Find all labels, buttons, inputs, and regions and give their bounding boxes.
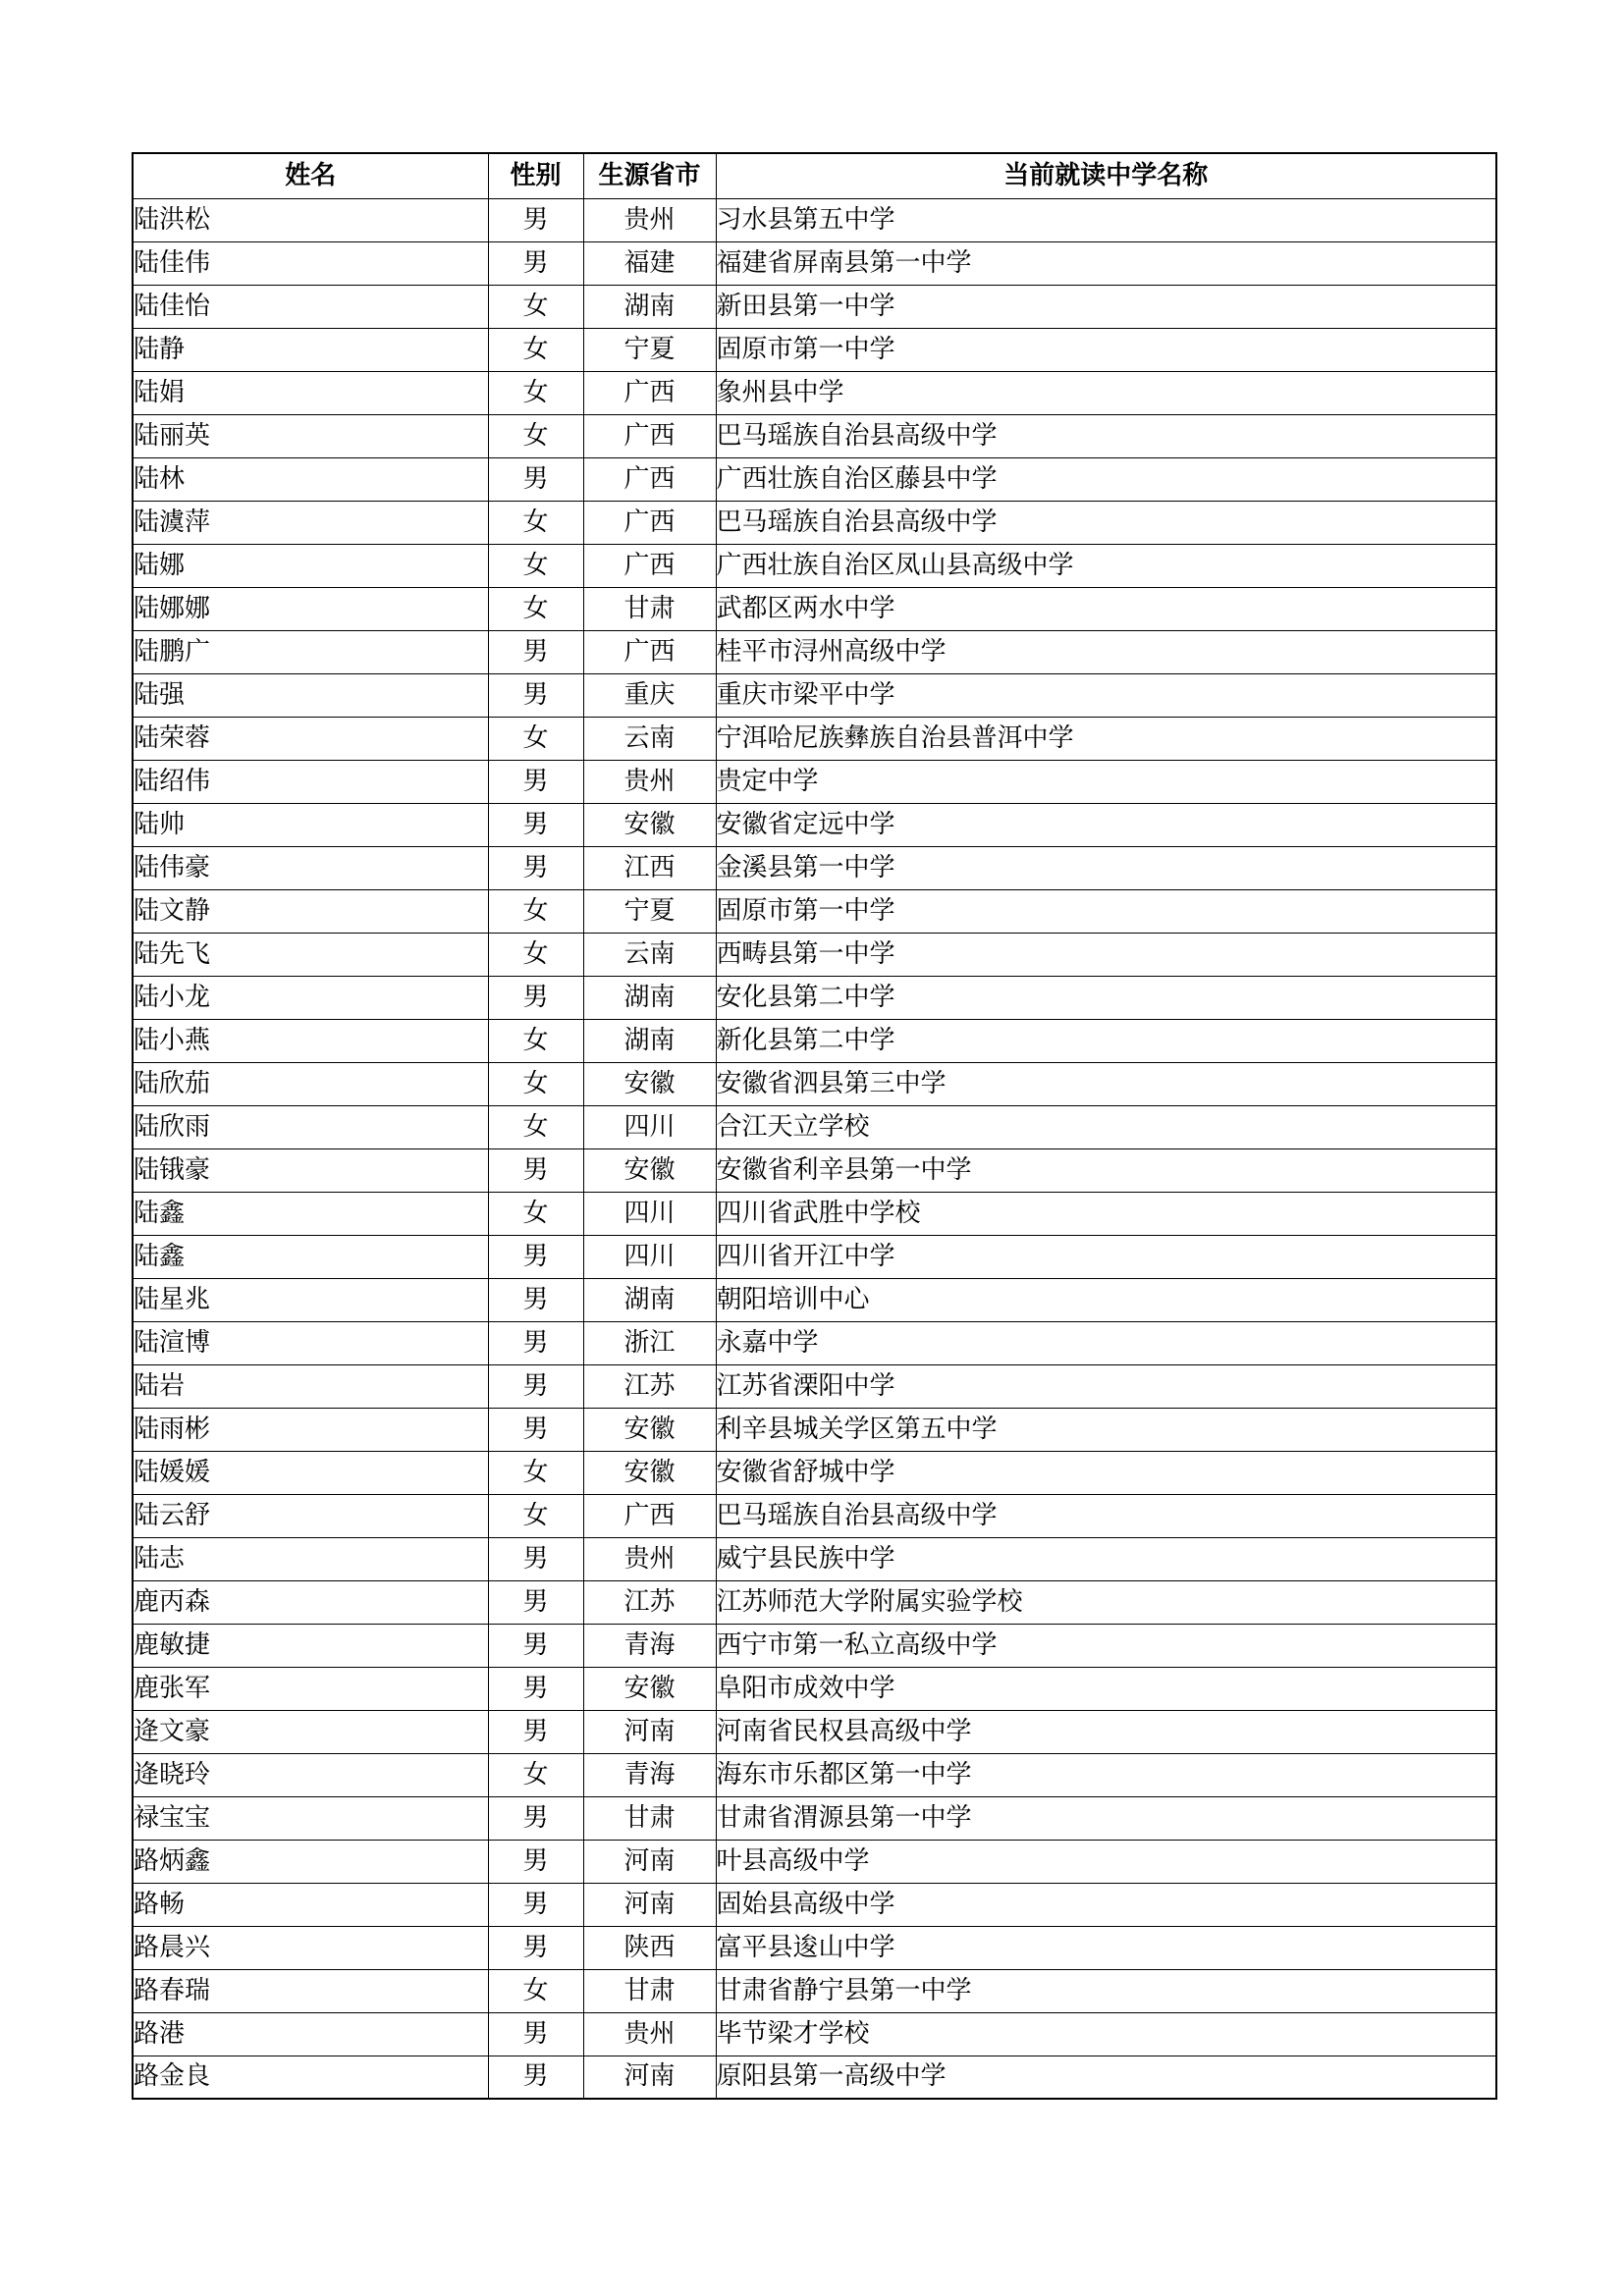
cell-name: 陆伟豪: [133, 846, 488, 889]
cell-name: 路春瑞: [133, 1969, 488, 2012]
table-row: [133, 1364, 1496, 1408]
cell-school: 毕节梁才学校: [716, 2012, 1496, 2056]
cell-school: 固始县高级中学: [716, 1883, 1496, 1926]
cell-province: 浙江: [583, 1321, 716, 1364]
table-row: [133, 803, 1496, 846]
cell-province: 安徽: [583, 1451, 716, 1494]
table-row: [133, 2056, 1496, 2099]
cell-name: 路晨兴: [133, 1926, 488, 1969]
table-row: [133, 1321, 1496, 1364]
column-header-name: 姓名: [133, 153, 488, 198]
cell-gender: 女: [488, 371, 583, 414]
cell-school: 四川省开江中学: [716, 1235, 1496, 1278]
cell-name: 陆鹏广: [133, 630, 488, 673]
table-row: [133, 2012, 1496, 2056]
cell-province: 安徽: [583, 1062, 716, 1105]
cell-gender: 女: [488, 889, 583, 933]
cell-school: 贵定中学: [716, 760, 1496, 803]
table-row: [133, 717, 1496, 760]
cell-name: 路金良: [133, 2056, 488, 2099]
cell-gender: 男: [488, 1278, 583, 1321]
table-row: [133, 1537, 1496, 1580]
cell-name: 陆佳伟: [133, 241, 488, 285]
cell-name: 陆先飞: [133, 933, 488, 976]
cell-name: 陆帅: [133, 803, 488, 846]
cell-gender: 男: [488, 803, 583, 846]
cell-name: 陆小龙: [133, 976, 488, 1019]
cell-name: 陆星兆: [133, 1278, 488, 1321]
cell-gender: 男: [488, 1926, 583, 1969]
cell-gender: 男: [488, 457, 583, 501]
cell-gender: 男: [488, 1364, 583, 1408]
cell-gender: 男: [488, 1840, 583, 1883]
cell-gender: 男: [488, 1580, 583, 1624]
cell-gender: 女: [488, 587, 583, 630]
header-row: [133, 153, 1496, 198]
cell-gender: 男: [488, 1537, 583, 1580]
cell-school: 金溪县第一中学: [716, 846, 1496, 889]
cell-province: 贵州: [583, 2012, 716, 2056]
table-row: [133, 1840, 1496, 1883]
cell-name: 陆荣蓉: [133, 717, 488, 760]
cell-province: 广西: [583, 457, 716, 501]
cell-gender: 女: [488, 285, 583, 328]
cell-gender: 男: [488, 846, 583, 889]
table-row: [133, 673, 1496, 717]
cell-name: 陆丽英: [133, 414, 488, 457]
cell-province: 宁夏: [583, 889, 716, 933]
cell-school: 桂平市浔州高级中学: [716, 630, 1496, 673]
cell-gender: 男: [488, 1321, 583, 1364]
cell-school: 广西壮族自治区藤县中学: [716, 457, 1496, 501]
table-row: [133, 760, 1496, 803]
cell-school: 江苏省溧阳中学: [716, 1364, 1496, 1408]
cell-province: 宁夏: [583, 328, 716, 371]
cell-province: 河南: [583, 1710, 716, 1753]
table-row: [133, 1105, 1496, 1148]
table-row: [133, 1278, 1496, 1321]
cell-gender: 男: [488, 1235, 583, 1278]
cell-school: 利辛县城关学区第五中学: [716, 1408, 1496, 1451]
cell-gender: 女: [488, 1192, 583, 1235]
column-header-province: 生源省市: [583, 153, 716, 198]
table-row: [133, 630, 1496, 673]
cell-school: 安徽省泗县第三中学: [716, 1062, 1496, 1105]
cell-gender: 女: [488, 501, 583, 544]
cell-gender: 男: [488, 241, 583, 285]
cell-name: 路炳鑫: [133, 1840, 488, 1883]
cell-gender: 男: [488, 1883, 583, 1926]
cell-name: 逄文豪: [133, 1710, 488, 1753]
cell-gender: 男: [488, 673, 583, 717]
cell-name: 陆雨彬: [133, 1408, 488, 1451]
cell-school: 宁洱哈尼族彝族自治县普洱中学: [716, 717, 1496, 760]
cell-name: 陆文静: [133, 889, 488, 933]
cell-gender: 女: [488, 717, 583, 760]
table-row: [133, 933, 1496, 976]
table-row: [133, 1796, 1496, 1840]
cell-name: 路畅: [133, 1883, 488, 1926]
table-row: [133, 1019, 1496, 1062]
table-row: [133, 414, 1496, 457]
table-row: [133, 457, 1496, 501]
cell-name: 陆志: [133, 1537, 488, 1580]
cell-province: 贵州: [583, 760, 716, 803]
cell-school: 安化县第二中学: [716, 976, 1496, 1019]
cell-province: 云南: [583, 933, 716, 976]
cell-school: 固原市第一中学: [716, 328, 1496, 371]
cell-name: 陆静: [133, 328, 488, 371]
cell-name: 禄宝宝: [133, 1796, 488, 1840]
cell-gender: 女: [488, 414, 583, 457]
student-roster-table: [132, 152, 1497, 2100]
roster-table-container: [132, 152, 1495, 2100]
cell-gender: 男: [488, 2012, 583, 2056]
cell-province: 安徽: [583, 803, 716, 846]
cell-province: 广西: [583, 1494, 716, 1537]
cell-name: 路港: [133, 2012, 488, 2056]
cell-name: 逄晓玲: [133, 1753, 488, 1796]
cell-school: 原阳县第一高级中学: [716, 2056, 1496, 2099]
cell-name: 鹿敏捷: [133, 1624, 488, 1667]
cell-province: 青海: [583, 1753, 716, 1796]
table-row: [133, 1624, 1496, 1667]
cell-school: 巴马瑶族自治县高级中学: [716, 1494, 1496, 1537]
cell-school: 福建省屏南县第一中学: [716, 241, 1496, 285]
table-row: [133, 976, 1496, 1019]
table-row: [133, 846, 1496, 889]
cell-province: 广西: [583, 630, 716, 673]
cell-school: 巴马瑶族自治县高级中学: [716, 501, 1496, 544]
cell-gender: 男: [488, 1148, 583, 1192]
table-row: [133, 1580, 1496, 1624]
cell-name: 陆澞萍: [133, 501, 488, 544]
cell-school: 西宁市第一私立高级中学: [716, 1624, 1496, 1667]
cell-province: 江西: [583, 846, 716, 889]
cell-province: 河南: [583, 1840, 716, 1883]
cell-gender: 男: [488, 1667, 583, 1710]
cell-province: 重庆: [583, 673, 716, 717]
cell-gender: 男: [488, 1710, 583, 1753]
table-row: [133, 1451, 1496, 1494]
cell-gender: 男: [488, 630, 583, 673]
cell-school: 安徽省舒城中学: [716, 1451, 1496, 1494]
cell-gender: 男: [488, 1408, 583, 1451]
cell-school: 海东市乐都区第一中学: [716, 1753, 1496, 1796]
cell-province: 甘肃: [583, 587, 716, 630]
cell-province: 青海: [583, 1624, 716, 1667]
cell-school: 武都区两水中学: [716, 587, 1496, 630]
cell-province: 河南: [583, 1883, 716, 1926]
table-row: [133, 1494, 1496, 1537]
cell-name: 陆强: [133, 673, 488, 717]
cell-gender: 女: [488, 1451, 583, 1494]
cell-school: 新化县第二中学: [716, 1019, 1496, 1062]
cell-school: 河南省民权县高级中学: [716, 1710, 1496, 1753]
table-row: [133, 1062, 1496, 1105]
cell-school: 朝阳培训中心: [716, 1278, 1496, 1321]
cell-gender: 女: [488, 1753, 583, 1796]
cell-school: 永嘉中学: [716, 1321, 1496, 1364]
table-row: [133, 285, 1496, 328]
cell-province: 湖南: [583, 1019, 716, 1062]
table-row: [133, 1883, 1496, 1926]
cell-province: 陕西: [583, 1926, 716, 1969]
table-row: [133, 1667, 1496, 1710]
cell-gender: 女: [488, 1969, 583, 2012]
table-row: [133, 1710, 1496, 1753]
table-body: [133, 198, 1496, 2099]
table-row: [133, 1148, 1496, 1192]
cell-province: 广西: [583, 371, 716, 414]
cell-school: 富平县逡山中学: [716, 1926, 1496, 1969]
cell-school: 阜阳市成效中学: [716, 1667, 1496, 1710]
cell-school: 甘肃省静宁县第一中学: [716, 1969, 1496, 2012]
cell-gender: 男: [488, 1796, 583, 1840]
cell-province: 安徽: [583, 1148, 716, 1192]
table-row: [133, 1926, 1496, 1969]
cell-gender: 男: [488, 976, 583, 1019]
cell-school: 安徽省定远中学: [716, 803, 1496, 846]
column-header-gender: 性别: [488, 153, 583, 198]
cell-gender: 女: [488, 1019, 583, 1062]
cell-school: 西畴县第一中学: [716, 933, 1496, 976]
cell-school: 四川省武胜中学校: [716, 1192, 1496, 1235]
table-row: [133, 544, 1496, 587]
cell-gender: 女: [488, 544, 583, 587]
cell-gender: 女: [488, 328, 583, 371]
cell-name: 陆鑫: [133, 1192, 488, 1235]
cell-province: 贵州: [583, 1537, 716, 1580]
cell-school: 威宁县民族中学: [716, 1537, 1496, 1580]
table-row: [133, 328, 1496, 371]
table-row: [133, 889, 1496, 933]
cell-school: 江苏师范大学附属实验学校: [716, 1580, 1496, 1624]
cell-gender: 女: [488, 933, 583, 976]
cell-school: 安徽省利辛县第一中学: [716, 1148, 1496, 1192]
cell-province: 甘肃: [583, 1796, 716, 1840]
cell-name: 陆绍伟: [133, 760, 488, 803]
cell-gender: 女: [488, 1105, 583, 1148]
cell-province: 甘肃: [583, 1969, 716, 2012]
cell-name: 陆洪松: [133, 198, 488, 241]
cell-province: 湖南: [583, 1278, 716, 1321]
cell-school: 象州县中学: [716, 371, 1496, 414]
cell-province: 江苏: [583, 1580, 716, 1624]
table-header: [133, 153, 1496, 198]
cell-name: 陆云舒: [133, 1494, 488, 1537]
cell-province: 安徽: [583, 1408, 716, 1451]
cell-name: 陆岩: [133, 1364, 488, 1408]
cell-school: 叶县高级中学: [716, 1840, 1496, 1883]
cell-province: 四川: [583, 1105, 716, 1148]
cell-name: 陆佳怡: [133, 285, 488, 328]
table-row: [133, 587, 1496, 630]
cell-school: 合江天立学校: [716, 1105, 1496, 1148]
cell-name: 陆鑫: [133, 1235, 488, 1278]
cell-name: 陆渲博: [133, 1321, 488, 1364]
cell-province: 湖南: [583, 976, 716, 1019]
cell-name: 陆媛媛: [133, 1451, 488, 1494]
table-row: [133, 198, 1496, 241]
table-row: [133, 1753, 1496, 1796]
cell-name: 陆欣茄: [133, 1062, 488, 1105]
cell-gender: 男: [488, 1624, 583, 1667]
cell-province: 湖南: [583, 285, 716, 328]
cell-school: 广西壮族自治区凤山县高级中学: [716, 544, 1496, 587]
cell-name: 陆锇豪: [133, 1148, 488, 1192]
table-row: [133, 1235, 1496, 1278]
table-row: [133, 241, 1496, 285]
cell-province: 福建: [583, 241, 716, 285]
cell-school: 重庆市梁平中学: [716, 673, 1496, 717]
table-row: [133, 501, 1496, 544]
table-row: [133, 371, 1496, 414]
cell-province: 广西: [583, 414, 716, 457]
cell-school: 甘肃省渭源县第一中学: [716, 1796, 1496, 1840]
cell-province: 广西: [583, 544, 716, 587]
cell-province: 广西: [583, 501, 716, 544]
cell-name: 陆娜: [133, 544, 488, 587]
column-header-school: 当前就读中学名称: [716, 153, 1496, 198]
cell-name: 陆娜娜: [133, 587, 488, 630]
cell-name: 陆欣雨: [133, 1105, 488, 1148]
cell-gender: 女: [488, 1062, 583, 1105]
cell-province: 云南: [583, 717, 716, 760]
cell-gender: 男: [488, 760, 583, 803]
cell-gender: 女: [488, 1494, 583, 1537]
cell-name: 陆小燕: [133, 1019, 488, 1062]
cell-school: 习水县第五中学: [716, 198, 1496, 241]
cell-province: 安徽: [583, 1667, 716, 1710]
cell-province: 河南: [583, 2056, 716, 2099]
cell-province: 四川: [583, 1192, 716, 1235]
cell-school: 新田县第一中学: [716, 285, 1496, 328]
cell-name: 陆林: [133, 457, 488, 501]
cell-name: 鹿张军: [133, 1667, 488, 1710]
cell-name: 鹿丙森: [133, 1580, 488, 1624]
cell-gender: 男: [488, 2056, 583, 2099]
table-row: [133, 1192, 1496, 1235]
cell-province: 四川: [583, 1235, 716, 1278]
table-row: [133, 1408, 1496, 1451]
cell-province: 江苏: [583, 1364, 716, 1408]
cell-school: 巴马瑶族自治县高级中学: [716, 414, 1496, 457]
cell-gender: 男: [488, 198, 583, 241]
cell-province: 贵州: [583, 198, 716, 241]
table-row: [133, 1969, 1496, 2012]
cell-name: 陆娟: [133, 371, 488, 414]
cell-school: 固原市第一中学: [716, 889, 1496, 933]
